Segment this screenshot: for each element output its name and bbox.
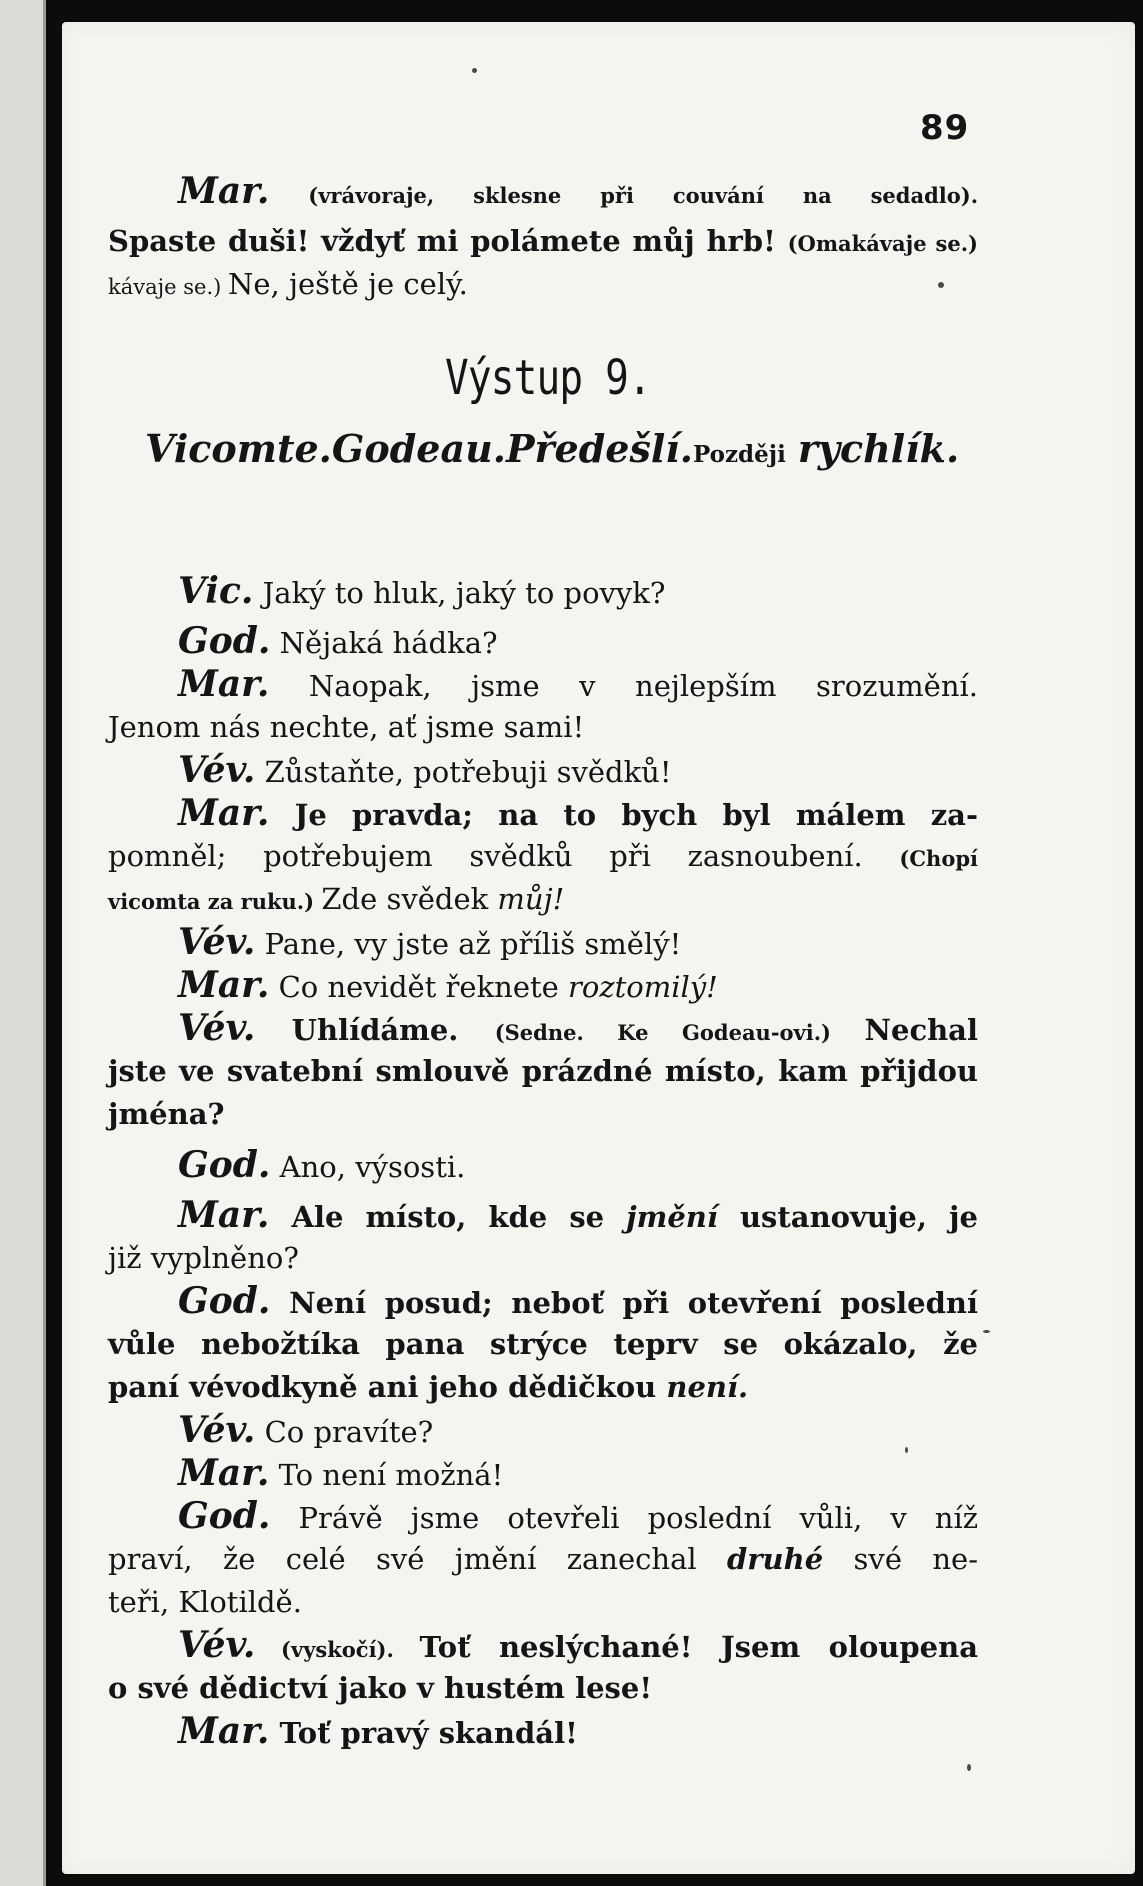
line-text: teři, Klotildě. — [108, 1585, 302, 1619]
character-godeau: Godeau. — [331, 426, 506, 471]
line-text: Jenom nás nechte, ať jsme sami! — [108, 710, 585, 744]
speaker-name: Vév. — [178, 921, 256, 963]
line-text: vůle nebožtíka pana strýce teprv se okázalo, že — [108, 1327, 978, 1361]
line-9 — [108, 792, 978, 835]
line-text: můj! — [497, 882, 565, 916]
line-text: jste ve svatební smlouvě prázdné místo, kam přijdou — [108, 1054, 978, 1088]
speaker-name: God. — [178, 1144, 271, 1186]
line-15 — [108, 1050, 978, 1093]
line-text: kávaje se.) — [108, 275, 228, 299]
scene-title: Výstup 9. — [445, 350, 651, 406]
line-text: Co nevidět řeknete — [269, 970, 569, 1004]
adjacent-page-edge — [0, 0, 46, 1886]
line-text: své ne- — [823, 1542, 978, 1576]
line-text: (vrávoraje, sklesne při couvání na sedadlo). — [269, 183, 978, 208]
line-30 — [108, 1710, 978, 1753]
line-21 — [108, 1323, 978, 1366]
line-text: ustanovuje, je — [717, 1200, 978, 1234]
line-text: Nechal — [864, 1013, 978, 1047]
line-text: paní vévodkyně ani jeho dědičkou — [108, 1370, 667, 1404]
speaker-name: Mar. — [178, 964, 270, 1006]
speaker-name: Vév. — [178, 749, 256, 791]
speaker-name: Mar. — [178, 1452, 270, 1494]
ink-speck — [905, 1447, 908, 1453]
line-text: Toť pravý skandál! — [269, 1716, 578, 1750]
line-3 — [108, 263, 978, 306]
line-8 — [108, 749, 978, 792]
line-25 — [108, 1495, 978, 1538]
line-text: Je pravda; na to bych byl málem za- — [269, 798, 978, 832]
line-text: Pane, vy jste až příliš smělý! — [255, 927, 682, 961]
line-4 — [108, 562, 978, 620]
line-12 — [108, 921, 978, 964]
line-text: Naopak, jsme v nejlepším srozumění. — [269, 669, 978, 703]
line-text: Co pravíte? — [255, 1415, 434, 1449]
line-text: jména? — [108, 1097, 225, 1131]
line-10 — [108, 835, 978, 878]
line-text: (Sedne. Ke Godeau-ovi.) — [494, 1020, 865, 1045]
line-text: Toť neslýchané! Jsem oloupena — [419, 1630, 978, 1664]
line-20 — [108, 1280, 978, 1323]
line-text: druhé — [727, 1542, 824, 1576]
later-character: rychlík. — [797, 426, 960, 471]
ink-speck — [938, 282, 944, 288]
line-text: již vyplněno? — [108, 1241, 299, 1275]
ink-speck — [967, 1764, 971, 1771]
line-23 — [108, 1409, 978, 1452]
line-text: Spaste duši! vždyť mi polámete můj hrb! — [108, 224, 788, 258]
later-label: Později — [692, 441, 786, 468]
line-text: Není posud; neboť při otevření poslední — [270, 1286, 978, 1320]
line-text: To není možná! — [269, 1458, 504, 1492]
speaker-name: Mar. — [178, 1710, 270, 1752]
line-6 — [108, 663, 978, 706]
line-text: Jaký to hluk, jaký to povyk? — [253, 576, 666, 610]
line-28 — [108, 1624, 978, 1667]
speaker-name: God. — [178, 620, 271, 662]
line-text: (vyskočí). — [255, 1637, 420, 1662]
speaker-name: God. — [178, 1495, 271, 1537]
line-text: Nějaká hádka? — [270, 626, 498, 660]
line-24 — [108, 1452, 978, 1495]
line-text: Zde svědek — [321, 882, 498, 916]
line-5 — [108, 620, 978, 663]
page-number: 89 — [920, 108, 970, 148]
line-text: pomněl; potřebujem svědků při zasnoubení. — [108, 839, 900, 873]
line-27 — [108, 1581, 978, 1624]
speaker-name: Mar. — [178, 170, 270, 212]
speaker-name: God. — [178, 1280, 271, 1322]
line-text: (Chopí — [899, 846, 978, 871]
speaker-name: Vév. — [178, 1409, 256, 1451]
line-16 — [108, 1093, 978, 1136]
play-text — [108, 162, 978, 1753]
line-text: vicomta za ruku.) — [108, 889, 322, 914]
line-text: praví, že celé své jmění zanechal — [108, 1542, 727, 1576]
speaker-name: Vic. — [178, 570, 254, 612]
line-14 — [108, 1007, 978, 1050]
line-text: Ano, výsosti. — [270, 1150, 466, 1184]
line-text: o své dědictví jako v hustém lese! — [108, 1671, 653, 1705]
line-text: (Omakávaje se.) — [787, 231, 978, 256]
speaker-name: Mar. — [178, 663, 270, 705]
line-text: Ne, ještě je celý. — [228, 267, 468, 301]
line-text: roztomilý! — [568, 970, 718, 1004]
character-vicomte: Vicomte. — [145, 426, 332, 471]
line-17 — [108, 1136, 978, 1194]
speaker-name: Mar. — [178, 792, 270, 834]
line-18 — [108, 1194, 978, 1237]
line-text: jmění — [626, 1200, 718, 1234]
speaker-name: Vév. — [178, 1624, 256, 1666]
line-26 — [108, 1538, 978, 1581]
line-text: Uhlídáme. — [255, 1013, 495, 1047]
line-19 — [108, 1237, 978, 1280]
line-7 — [108, 706, 978, 749]
line-11 — [108, 878, 978, 921]
line-29 — [108, 1667, 978, 1710]
line-2 — [108, 220, 978, 263]
line-text: Zůstaňte, potřebuji svědků! — [255, 755, 672, 789]
line-1 — [108, 162, 978, 220]
line-13 — [108, 964, 978, 1007]
ink-speck — [472, 68, 477, 73]
speaker-name: Mar. — [178, 1194, 270, 1236]
line-text: Ale místo, kde se — [269, 1200, 627, 1234]
ink-speck — [983, 1330, 990, 1333]
line-text: není. — [666, 1370, 749, 1404]
speaker-name: Vév. — [178, 1007, 256, 1049]
character-predesli: Předešlí. — [505, 426, 693, 471]
line-22 — [108, 1366, 978, 1409]
line-text: Právě jsme otevřeli poslední vůli, v níž — [270, 1501, 978, 1535]
